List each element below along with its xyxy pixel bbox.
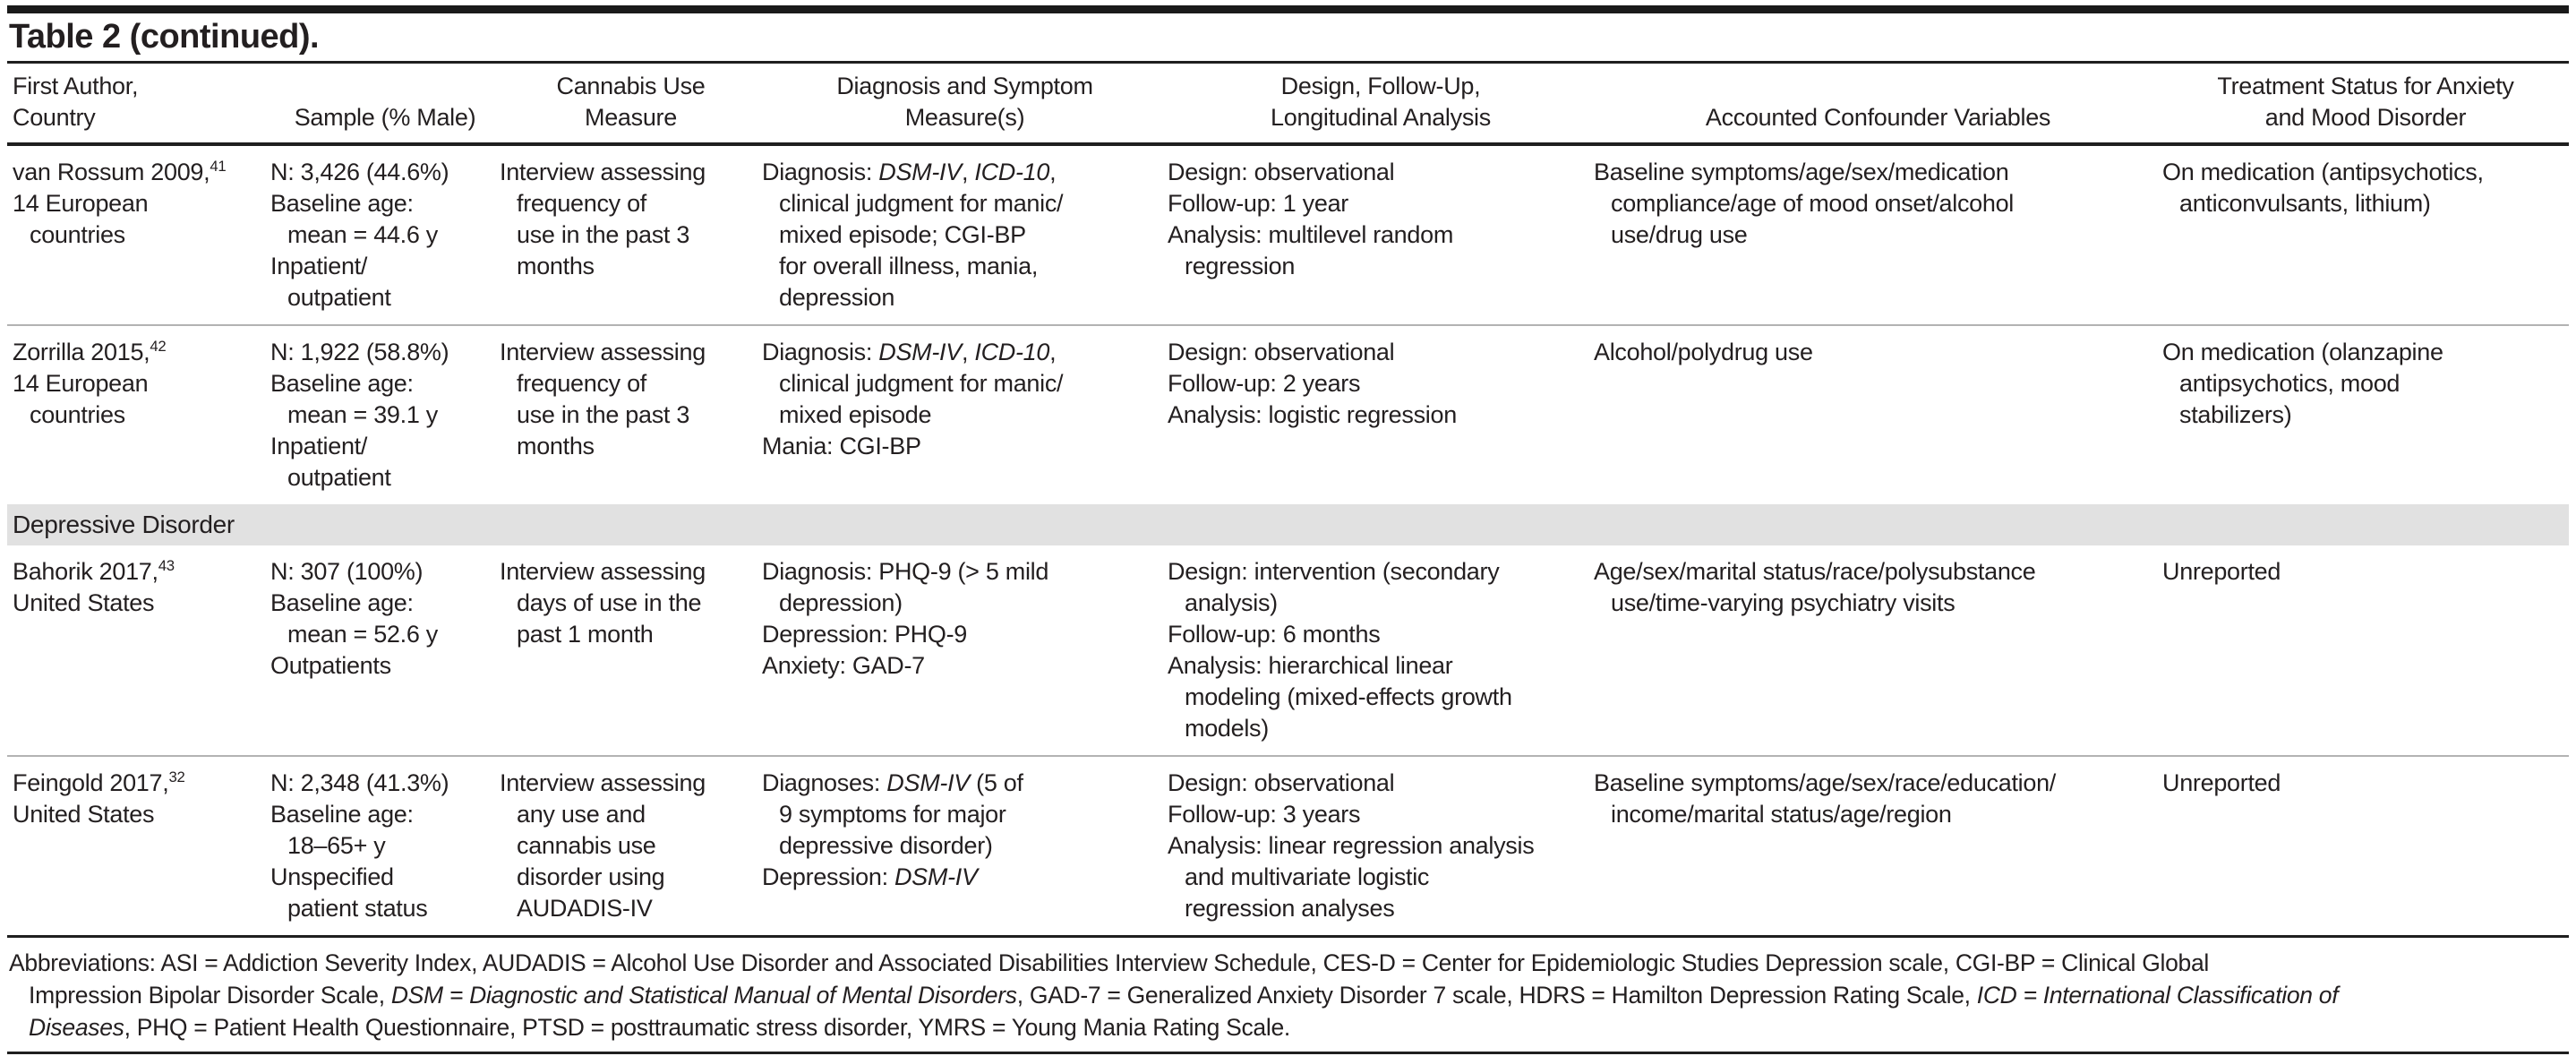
paragraph: Follow-up: 1 year (1168, 190, 1348, 217)
paragraph: Outpatients (270, 652, 391, 679)
paragraph: Follow-up: 6 months (1168, 621, 1381, 648)
italic-text: ICD = International Classification of (1976, 982, 2339, 1009)
paragraph: Interview assessing frequency of use in the past 3 months (500, 339, 706, 459)
italic-text: DSM-IV (886, 769, 970, 796)
paragraph: Follow-up: 3 years (1168, 801, 1361, 828)
paragraph: Baseline symptoms/age/sex/medication compliance/age of mood onset/alcohol use/drug use (1594, 159, 2014, 248)
paragraph: Baseline symptoms/age/sex/race/education/ income/marital status/age/region (1594, 769, 2056, 828)
italic-text: DSM-IV (878, 339, 962, 365)
paragraph: Diagnoses: DSM-IV (5 of 9 symptoms for major depressive disorder) (762, 769, 1023, 859)
cell-diagnosis (762, 556, 1168, 682)
column-header-design: Design, Follow-Up, Longitudinal Analysis (1271, 73, 1491, 131)
italic-text: DSM = Diagnostic and Statistical Manual of Mental Disorders (390, 982, 1017, 1009)
cell-treatment (2162, 157, 2569, 219)
paragraph: Depression: PHQ-9 (762, 621, 967, 648)
cell-cannabis (500, 337, 762, 462)
paragraph: Feingold 2017,32 (13, 768, 185, 796)
section-label: Depressive Disorder (13, 511, 235, 538)
paragraph: N: 2,348 (41.3%) (270, 769, 449, 796)
paragraph: Bahorik 2017,43 (13, 557, 175, 585)
cell-sample (270, 337, 500, 494)
paragraph: Baseline age: 18–65+ y (270, 801, 414, 859)
cell-design (1168, 157, 1594, 282)
paragraph: Unreported (2162, 769, 2281, 796)
column-header-sample: Sample (% Male) (294, 104, 476, 131)
cell-confounders (1594, 556, 2162, 619)
paragraph: Analysis: logistic regression (1168, 401, 1457, 428)
paragraph: Abbreviations: ASI = Addiction Severity Index, AUDADIS = Alcohol Use Disorder and Associated Disabilities Interview Schedule, CES-D = Center for Epidemiologic Studies Depression scale, CGI-BP = Clinical Global Impression Bipolar Disorder Scale, DSM = Diagnostic and Statistical Manual of Mental Disorders, GAD-7 = Generalized Anxiety Disorder 7 scale, HDRS = Hamilton Depression Rating Scale, ICD = International Classification of Diseases, PHQ = Patient Health Questionnaire, PTSD = posttraumatic stress disorder, YMRS = Young Mania Rating Scale. (9, 949, 2339, 1041)
cell-confounders (1594, 768, 2162, 830)
cell-sample (270, 157, 500, 313)
bottom-rule (7, 1052, 2569, 1054)
paragraph: Zorrilla 2015,42 (13, 338, 167, 365)
table-row (7, 146, 2569, 324)
paragraph: Unspecified patient status (270, 863, 428, 922)
paragraph: United States (13, 801, 155, 828)
cell-confounders (1594, 337, 2162, 368)
paper-table-page (7, 5, 2569, 1054)
paragraph: Unreported (2162, 558, 2281, 585)
paragraph: Diagnosis: PHQ-9 (> 5 mild depression) (762, 558, 1049, 616)
cell-treatment (2162, 337, 2569, 431)
paragraph: van Rossum 2009,41 (13, 158, 227, 185)
paragraph: Anxiety: GAD-7 (762, 652, 925, 679)
paragraph: Analysis: multilevel random regression (1168, 221, 1454, 279)
italic-text: Diseases (29, 1014, 124, 1041)
paragraph: 14 European countries (13, 370, 149, 428)
table-body (7, 146, 2569, 935)
paragraph: Age/sex/marital status/race/polysubstance use/time-varying psychiatry visits (1594, 558, 2036, 616)
reference-superscript: 42 (150, 338, 167, 355)
paragraph: Design: observational (1168, 339, 1395, 365)
paragraph: Alcohol/polydrug use (1594, 339, 1813, 365)
paragraph: N: 307 (100%) (270, 558, 424, 585)
cell-diagnosis (762, 768, 1168, 893)
cell-author (7, 157, 270, 251)
table-title: Table 2 (continued). (9, 18, 320, 56)
section-header-row (7, 504, 2569, 545)
paragraph: 14 European countries (13, 190, 149, 248)
paragraph: On medication (olanzapine antipsychotics, mood stabilizers) (2162, 339, 2443, 428)
italic-text: DSM-IV (894, 863, 978, 890)
paragraph: On medication (antipsychotics, anticonvulsants, lithium) (2162, 159, 2484, 217)
table-row (7, 545, 2569, 755)
cell-author (7, 556, 270, 619)
paragraph: Follow-up: 2 years (1168, 370, 1361, 397)
cell-author (7, 768, 270, 830)
column-header-confounders: Accounted Confounder Variables (1705, 104, 2051, 131)
paragraph: Analysis: hierarchical linear modeling (mixed-effects growth models) (1168, 652, 1512, 742)
paragraph: Baseline age: mean = 44.6 y (270, 190, 438, 248)
paragraph: Design: intervention (secondary analysis) (1168, 558, 1500, 616)
paragraph: Inpatient/ outpatient (270, 433, 391, 491)
cell-diagnosis (762, 157, 1168, 313)
cell-design (1168, 337, 1594, 431)
paragraph: Interview assessing days of use in the past 1 month (500, 558, 706, 648)
column-header-treatment: Treatment Status for Anxiety and Mood Disorder (2217, 73, 2514, 131)
paragraph: Baseline age: mean = 52.6 y (270, 589, 438, 648)
paragraph: Depression: DSM-IV (762, 863, 978, 890)
italic-text: DSM-IV (878, 159, 962, 185)
reference-superscript: 43 (158, 557, 175, 574)
column-header-author: First Author, Country (13, 73, 139, 131)
paragraph: Diagnosis: DSM-IV, ICD-10, clinical judgment for manic/ mixed episode (762, 339, 1064, 428)
cell-treatment (2162, 556, 2569, 588)
cell-cannabis (500, 556, 762, 650)
paragraph: N: 1,922 (58.8%) (270, 339, 449, 365)
reference-superscript: 32 (168, 768, 185, 786)
cell-sample (270, 768, 500, 924)
reference-superscript: 41 (210, 158, 227, 175)
cell-diagnosis (762, 337, 1168, 462)
column-header-diagnosis: Diagnosis and Symptom Measure(s) (836, 73, 1093, 131)
paragraph: Inpatient/ outpatient (270, 253, 391, 311)
cell-cannabis (500, 768, 762, 924)
table-footnote (7, 938, 2569, 1052)
paragraph: Diagnosis: DSM-IV, ICD-10, clinical judgment for manic/ mixed episode; CGI-BP for overall illness, mania, depression (762, 159, 1064, 311)
paragraph: Interview assessing frequency of use in the past 3 months (500, 159, 706, 279)
top-rule (7, 5, 2569, 13)
cell-author (7, 337, 270, 431)
cell-treatment (2162, 768, 2569, 799)
cell-sample (270, 556, 500, 682)
table-header-row (7, 64, 2569, 142)
italic-text: ICD-10 (974, 159, 1050, 185)
cell-design (1168, 768, 1594, 924)
paragraph: United States (13, 589, 155, 616)
cell-cannabis (500, 157, 762, 282)
paragraph: Mania: CGI-BP (762, 433, 921, 459)
cell-confounders (1594, 157, 2162, 251)
paragraph: Design: observational (1168, 159, 1395, 185)
paragraph: Interview assessing any use and cannabis use disorder using AUDADIS-IV (500, 769, 706, 922)
paragraph: Baseline age: mean = 39.1 y (270, 370, 438, 428)
column-header-cannabis: Cannabis Use Measure (556, 73, 706, 131)
table-row (7, 326, 2569, 504)
italic-text: ICD-10 (974, 339, 1050, 365)
table-row (7, 757, 2569, 935)
paragraph: Analysis: linear regression analysis and multivariate logistic regression analyses (1168, 832, 1535, 922)
paragraph: Design: observational (1168, 769, 1395, 796)
cell-design (1168, 556, 1594, 744)
paragraph: N: 3,426 (44.6%) (270, 159, 449, 185)
